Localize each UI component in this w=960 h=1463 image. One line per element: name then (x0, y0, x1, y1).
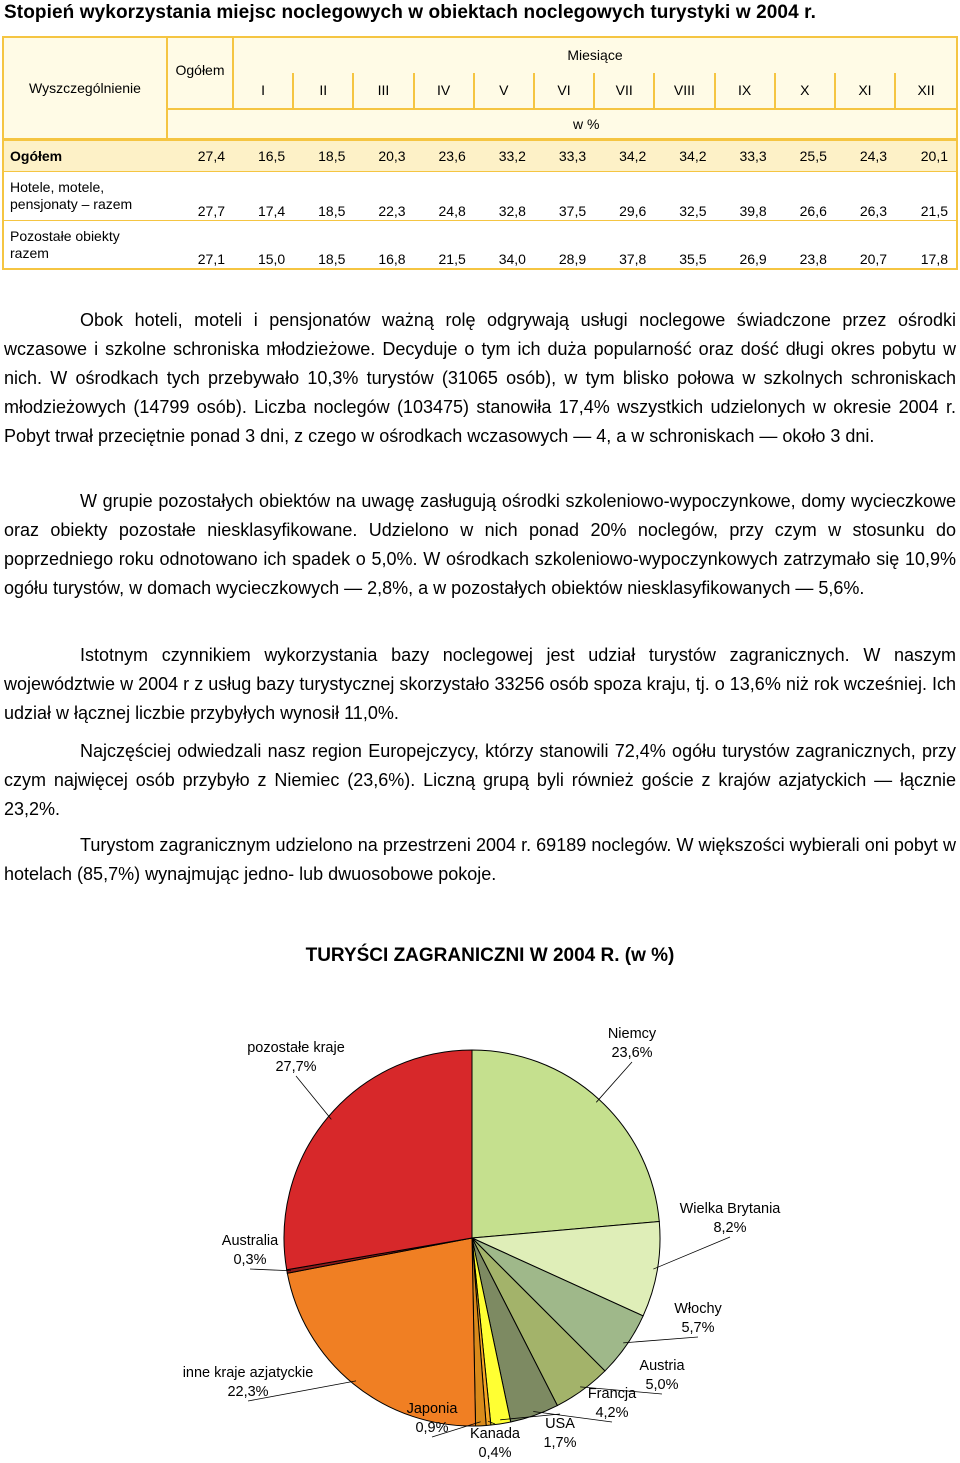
pie-leader-line (296, 1076, 331, 1119)
cell-value: 35,5 (679, 251, 707, 267)
cell-value: 23,6 (414, 141, 474, 171)
cell-value: 26,3 (859, 203, 888, 219)
cell-value: 18,5 (318, 251, 346, 267)
cell-value: 34,0 (498, 251, 526, 267)
cell-value: 33,2 (474, 141, 534, 171)
pie-label-value: 23,6% (611, 1045, 653, 1061)
header-month-12: XII (895, 73, 957, 109)
header-month-9: IX (715, 73, 775, 109)
paragraph-1: Obok hoteli, moteli i pensjonatów ważną rolę odgrywają usługi noclegowe świadczone przez ośrodki wczasowe i szkolne schroniska młodzieżowe. Decyduje o tym ich duża popularność oraz dość długi okres pobytu w nich. W ośrodkach tych przebywało 10,3% turystów (31065 osób), w tym blisko połowa w szkolnych schroniskach młodzieżowych (14799 osób). Liczba noclegów (103475) stanowiła 17,4% wszystkich udzielonych w okresie 2004 r. Pobyt trwał przeciętnie ponad 3 dni, z czego w ośrodkach wczasowych — 4, a w schroniskach — około 3 dni. (4, 310, 956, 446)
pie-label-value: 1,7% (543, 1435, 577, 1451)
cell-value: 32,8 (498, 203, 526, 219)
cell-value: 18,5 (318, 203, 346, 219)
pie-label-value: 4,2% (595, 1405, 629, 1421)
pie-label-name: Wielka Brytania (679, 1201, 781, 1217)
pie-label-value: 8,2% (713, 1220, 747, 1236)
cell-value: 24,8 (438, 203, 466, 219)
cell-value: 29,6 (619, 203, 647, 219)
row-label: Ogółem (3, 141, 167, 171)
paragraph-4: Najczęściej odwiedzali nasz region Europejczycy, którzy stanowili 72,4% ogółu turystów zagranicznych, przy czym najwięcej osób przybyło z Niemiec (23,6%). Liczną grupą byli również goście z krajów azjatyckich — łącznie 23,2%. (4, 741, 956, 819)
pie-label-value: 5,0% (645, 1377, 679, 1393)
header-month-10: X (775, 73, 835, 109)
paragraph-5: Turystom zagranicznym udzielono na przestrzeni 2004 r. 69189 noclegów. W większości wybierali oni pobyt w hotelach (85,7%) wynajmując jedno- lub dwuosobowe pokoje. (4, 835, 956, 884)
header-months: Miesiące (233, 37, 957, 73)
chart-title: TURYŚCI ZAGRANICZNI W 2004 R. (w %) (305, 945, 675, 966)
pie-leader-line (596, 1062, 632, 1102)
header-month-2: II (293, 73, 353, 109)
header-month-5: V (474, 73, 534, 109)
cell-value: 25,5 (775, 141, 835, 171)
cell-value: 34,2 (654, 141, 714, 171)
header-month-3: III (353, 73, 413, 109)
header-month-7: VII (594, 73, 654, 109)
pie-label-name: Japonia (406, 1401, 458, 1417)
cell-value: 33,3 (534, 141, 594, 171)
cell-value: 21,5 (438, 251, 466, 267)
cell-value: 39,8 (739, 203, 767, 219)
pie-label-value: 0,3% (233, 1252, 267, 1268)
header-month-6: VI (534, 73, 594, 109)
cell-value: 26,9 (739, 251, 767, 267)
cell-value: 33,3 (715, 141, 775, 171)
cell-value: 20,7 (859, 251, 888, 267)
paragraph-3: Istotnym czynnikiem wykorzystania bazy noclegowej jest udział turystów zagranicznych. W naszym województwie w 2004 r z usług bazy turystycznej skorzystało 33256 osób spoza kraju, tj. o 13,6% niż rok wcześniej. Ich udział w łącznej liczbie przybyłych wynosił 11,0%. (4, 645, 956, 723)
pie-label-name: Australia (221, 1233, 279, 1249)
row-total: 27,4 (167, 141, 233, 171)
pie-label-name: Włochy (674, 1301, 722, 1317)
header-label: Wyszczególnienie (3, 37, 167, 139)
cell-value: 20,1 (895, 141, 957, 171)
pie-label-value: 5,7% (681, 1320, 715, 1336)
cell-value: 22,3 (378, 203, 406, 219)
cell-value: 21,5 (920, 203, 948, 219)
header-total: Ogółem (167, 37, 233, 109)
pie-label-value: 22,3% (227, 1384, 269, 1400)
cell-value: 18,5 (293, 141, 353, 171)
paragraph-2: W grupie pozostałych obiektów na uwagę zasługują ośrodki szkoleniowo-wypoczynkowe, domy wycieczkowe oraz obiekty pozostałe niesklasyfikowane. Udzielono w nich ponad 20% noclegów, przy czym w stosunku do poprzedniego roku odnotowano ich spadek o 5,0%. W ośrodkach szkoleniowo-wypoczynkowych zatrzymało się 10,9% ogółu turystów, w domach wycieczkowych — 2,8%, a w pozostałych obiektów niesklasyfikowanych — 5,6%. (4, 491, 956, 598)
row-label: Hotele, motele, pensjonaty – razem (10, 179, 133, 212)
cell-value: 17,8 (920, 251, 948, 267)
pie-label-value: 0,4% (478, 1445, 512, 1461)
header-month-1: I (233, 73, 293, 109)
pie-leader-line (623, 1337, 698, 1343)
pie-label-value: 0,9% (415, 1420, 449, 1436)
pie-label-name: Niemcy (607, 1026, 657, 1042)
cell-value: 26,6 (799, 203, 827, 219)
cell-value: 24,3 (835, 141, 895, 171)
pie-label-name: Francja (587, 1386, 637, 1402)
cell-value: 15,0 (257, 251, 286, 267)
pie-slice-1 (472, 1050, 659, 1238)
header-unit: w % (233, 109, 957, 139)
cell-value: 37,5 (558, 203, 587, 219)
cell-value: 17,4 (257, 203, 286, 219)
pie-leader-line (653, 1237, 730, 1269)
pie-leader-line (250, 1269, 291, 1271)
header-month-4: IV (414, 73, 474, 109)
header-month-11: XI (835, 73, 895, 109)
cell-value: 16,5 (233, 141, 293, 171)
pie-label-name: USA (545, 1416, 575, 1432)
pie-slice-11 (284, 1050, 472, 1270)
row-total: 27,1 (197, 251, 225, 267)
pie-label-name: pozostałe kraje (247, 1040, 345, 1056)
pie-label-value: 27,7% (275, 1059, 317, 1075)
cell-value: 16,8 (378, 251, 406, 267)
header-month-8: VIII (654, 73, 714, 109)
cell-value: 37,8 (619, 251, 647, 267)
cell-value: 28,9 (558, 251, 587, 267)
pie-label-name: Austria (639, 1358, 685, 1374)
cell-value: 32,5 (679, 203, 707, 219)
cell-value: 34,2 (594, 141, 654, 171)
cell-value: 23,8 (799, 251, 827, 267)
pie-label-name: Kanada (470, 1426, 520, 1442)
pie-label-name: inne kraje azjatyckie (182, 1365, 314, 1381)
row-label: Pozostałe obiekty razem (10, 227, 120, 261)
row-total: 27,7 (197, 203, 225, 219)
cell-value: 20,3 (353, 141, 413, 171)
page-title: Stopień wykorzystania miejsc noclegowych w obiektach noclegowych turystyki w 2004 r. (4, 2, 816, 23)
